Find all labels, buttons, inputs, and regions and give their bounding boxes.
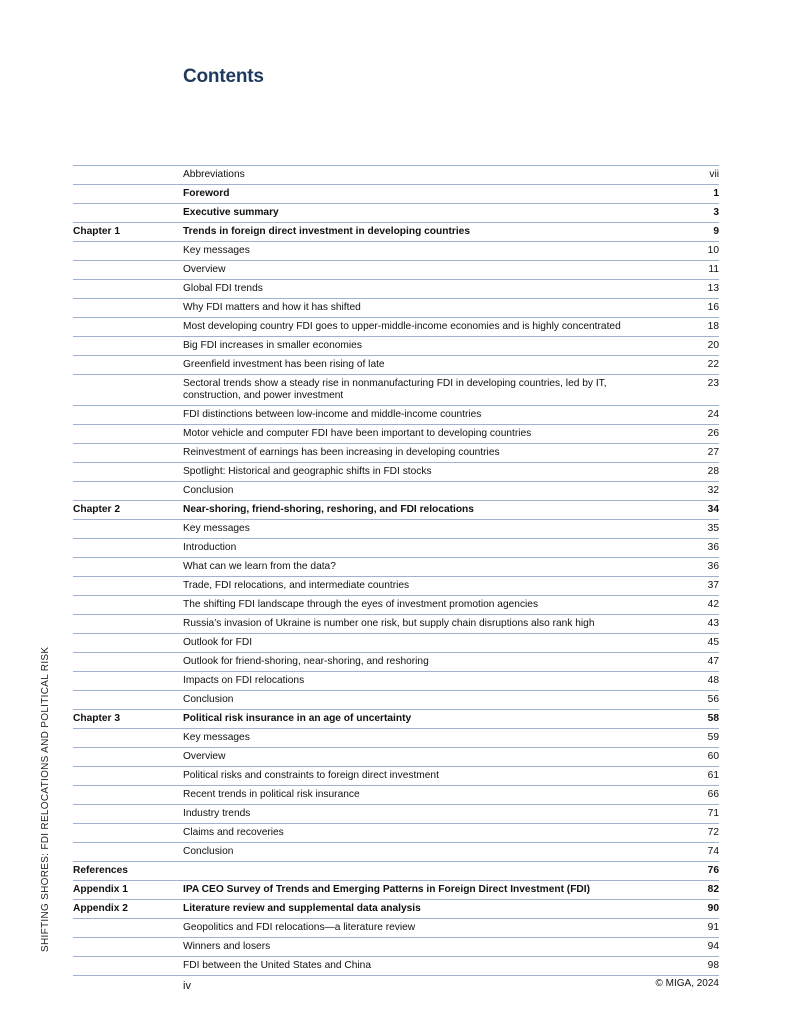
page-number: iv (183, 980, 191, 992)
toc-entry-title: Greenfield investment has been rising of late (183, 359, 385, 370)
toc-page-number: 59 (707, 732, 719, 743)
toc-entry[interactable] (73, 223, 719, 242)
toc-page-number: 76 (707, 865, 719, 876)
toc-entry[interactable] (73, 615, 719, 634)
toc-page-number: 10 (707, 245, 719, 256)
toc-page-number: 98 (707, 960, 719, 971)
toc-page-number: 36 (707, 561, 719, 572)
toc-entry-title: Literature review and supplemental data analysis (183, 903, 421, 914)
toc-entry[interactable] (73, 425, 719, 444)
toc-entry-title: Global FDI trends (183, 283, 263, 294)
toc-page-number: 45 (707, 637, 719, 648)
toc-page-number: 47 (707, 656, 719, 667)
toc-entry-title: Overview (183, 751, 226, 762)
toc-page-number: 16 (707, 302, 719, 313)
toc-page-number: 58 (707, 713, 719, 724)
toc-page-number: 35 (707, 523, 719, 534)
toc-entry-title: Conclusion (183, 485, 234, 496)
toc-entry[interactable] (73, 786, 719, 805)
table-of-contents (73, 165, 719, 976)
toc-entry[interactable] (73, 596, 719, 615)
toc-entry[interactable] (73, 520, 719, 539)
toc-page-number: 72 (707, 827, 719, 838)
toc-page-number: 91 (707, 922, 719, 933)
toc-page-number: 26 (707, 428, 719, 439)
toc-entry[interactable] (73, 280, 719, 299)
toc-entry[interactable] (73, 558, 719, 577)
toc-entry[interactable] (73, 318, 719, 337)
toc-entry-title: Conclusion (183, 694, 234, 705)
toc-entry-title: FDI distinctions between low-income and middle-income countries (183, 409, 482, 420)
toc-page-number: 18 (707, 321, 719, 332)
toc-page-number: 20 (707, 340, 719, 351)
toc-entry[interactable] (73, 843, 719, 862)
toc-page-number: 22 (707, 359, 719, 370)
toc-page-number: 60 (707, 751, 719, 762)
toc-entry[interactable] (73, 242, 719, 261)
toc-entry[interactable] (73, 634, 719, 653)
toc-entry-title: Overview (183, 264, 226, 275)
toc-entry-title: Executive summary (183, 207, 279, 218)
toc-entry-title: Key messages (183, 523, 250, 534)
toc-entry-title: Key messages (183, 732, 250, 743)
toc-entry-title: Key messages (183, 245, 250, 256)
toc-entry-title: Trade, FDI relocations, and intermediate countries (183, 580, 410, 591)
toc-page-number: 28 (707, 466, 719, 477)
toc-entry[interactable] (73, 261, 719, 280)
toc-page-number: 42 (707, 599, 719, 610)
toc-entry[interactable] (73, 919, 719, 938)
toc-entry[interactable] (73, 356, 719, 375)
toc-entry-title: Reinvestment of earnings has been increasing in developing countries (183, 447, 500, 458)
toc-entry[interactable] (73, 672, 719, 691)
toc-page-number: 3 (713, 207, 719, 218)
toc-entry[interactable] (73, 653, 719, 672)
toc-page-number: 71 (707, 808, 719, 819)
toc-entry[interactable] (73, 539, 719, 558)
toc-entry[interactable] (73, 375, 719, 406)
toc-page-number: 32 (707, 485, 719, 496)
toc-chapter-label: Chapter 2 (73, 504, 120, 515)
toc-entry-title: Winners and losers (183, 941, 271, 952)
copyright: © MIGA, 2024 (655, 978, 719, 989)
toc-page-number: 9 (713, 226, 719, 237)
toc-entry-title: Big FDI increases in smaller economies (183, 340, 362, 351)
toc-page-number: 94 (707, 941, 719, 952)
toc-entry[interactable] (73, 463, 719, 482)
toc-entry[interactable] (73, 406, 719, 425)
toc-entry[interactable] (73, 482, 719, 501)
toc-entry[interactable] (73, 299, 719, 318)
toc-entry-title: Outlook for friend-shoring, near-shoring, and reshoring (183, 656, 429, 667)
toc-entry-title: What can we learn from the data? (183, 561, 336, 572)
toc-entry-title: Why FDI matters and how it has shifted (183, 302, 361, 313)
toc-entry-title: Abbreviations (183, 169, 245, 180)
toc-entry-title: Impacts on FDI relocations (183, 675, 305, 686)
toc-page-number: 13 (707, 283, 719, 294)
toc-page-number: 11 (708, 264, 719, 275)
toc-entry-title: Foreword (183, 188, 230, 199)
toc-entry-title: Introduction (183, 542, 237, 553)
toc-entry-title: Outlook for FDI (183, 637, 253, 648)
toc-entry[interactable] (73, 337, 719, 356)
toc-entry[interactable] (73, 938, 719, 957)
toc-entry-title: Industry trends (183, 808, 251, 819)
toc-page-number: 36 (707, 542, 719, 553)
toc-page-number: 90 (707, 903, 719, 914)
toc-page-number: 37 (707, 580, 719, 591)
toc-entry[interactable] (73, 805, 719, 824)
toc-entry[interactable] (73, 166, 719, 185)
toc-entry-title: Trends in foreign direct investment in developing countries (183, 226, 470, 237)
toc-entry-title: Russia’s invasion of Ukraine is number one risk, but supply chain disruptions also rank high (183, 618, 595, 629)
toc-page-number: 24 (707, 409, 719, 420)
toc-page-number: 74 (707, 846, 719, 857)
toc-entry-title: IPA CEO Survey of Trends and Emerging Patterns in Foreign Direct Investment (FDI) (183, 884, 591, 895)
toc-entry[interactable] (73, 881, 719, 900)
toc-entry-title: Conclusion (183, 846, 234, 857)
toc-page-number: 43 (707, 618, 719, 629)
running-header-vertical: SHIFTING SHORES: FDI RELOCATIONS AND POLITICAL RISK (40, 646, 51, 952)
toc-entry-title: Sectoral trends show a steady rise in nonmanufacturing FDI in developing countries, led by IT, construction, and power investment (183, 378, 607, 401)
toc-entry[interactable] (73, 748, 719, 767)
toc-entry[interactable] (73, 824, 719, 843)
toc-chapter-label: Chapter 3 (73, 713, 120, 724)
toc-entry[interactable] (73, 204, 719, 223)
toc-page-number: 27 (707, 447, 719, 458)
toc-chapter-label: Chapter 1 (73, 226, 120, 237)
toc-entry[interactable] (73, 185, 719, 204)
toc-entry-title: Political risks and constraints to foreign direct investment (183, 770, 439, 781)
toc-entry[interactable] (73, 900, 719, 919)
toc-entry-title: Spotlight: Historical and geographic shifts in FDI stocks (183, 466, 432, 477)
toc-chapter-label: References (73, 865, 128, 876)
toc-page-number: 82 (707, 884, 719, 895)
toc-entry-title: FDI between the United States and China (183, 960, 372, 971)
toc-page-number: 1 (713, 188, 719, 199)
toc-entry[interactable] (73, 862, 719, 881)
toc-entry[interactable] (73, 444, 719, 463)
toc-entry[interactable] (73, 957, 719, 976)
toc-entry-title: Claims and recoveries (183, 827, 284, 838)
toc-page-number: 66 (707, 789, 719, 800)
toc-entry[interactable] (73, 691, 719, 710)
toc-page-number: 48 (707, 675, 719, 686)
toc-entry[interactable] (73, 767, 719, 786)
toc-entry-title: Political risk insurance in an age of uncertainty (183, 713, 412, 724)
toc-page-number: 23 (707, 378, 719, 389)
toc-entry-title: Motor vehicle and computer FDI have been important to developing countries (183, 428, 532, 439)
toc-entry-title: Most developing country FDI goes to upper-middle-income economies and is highly concentrated (183, 321, 621, 332)
toc-page-number: vii (709, 169, 719, 180)
page-title: Contents (183, 66, 264, 87)
toc-entry-title: Recent trends in political risk insurance (183, 789, 360, 800)
toc-entry[interactable] (73, 710, 719, 729)
toc-page-number: 56 (707, 694, 719, 705)
toc-entry[interactable] (73, 729, 719, 748)
toc-entry-title: Geopolitics and FDI relocations—a literature review (183, 922, 416, 933)
toc-entry[interactable] (73, 577, 719, 596)
toc-page-number: 34 (707, 504, 719, 515)
toc-page-number: 61 (707, 770, 719, 781)
toc-entry-title: The shifting FDI landscape through the eyes of investment promotion agencies (183, 599, 539, 610)
toc-entry-title: Near-shoring, friend-shoring, reshoring, and FDI relocations (183, 504, 474, 515)
toc-chapter-label: Appendix 2 (73, 903, 128, 914)
toc-chapter-label: Appendix 1 (73, 884, 128, 895)
toc-entry[interactable] (73, 501, 719, 520)
